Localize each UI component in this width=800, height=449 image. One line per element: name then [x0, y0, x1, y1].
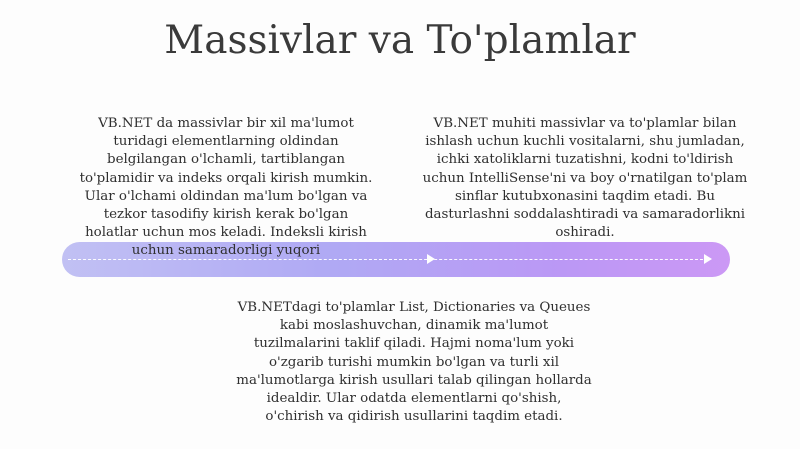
slide-title: Massivlar va To'plamlar — [164, 18, 636, 63]
arrays-description: VB.NET da massivlar bir xil ma'lumot turidagi elementlarning oldindan belgilangan o'lchamli, tartiblangan to'plamidir va indeks orqali kirish mumkin. Ular o'lchami oldindan ma'lum bo'lgan va tezkor tasodifiy kirish kerak bo'lgan holatlar uchun mos keladi. Indeksli kirish uchun samaradorligi yuqori — [79, 116, 373, 259]
collections-description: VB.NETdagi to'plamlar List, Dictionaries va Queues kabi moslashuvchan, dinamik ma'lumot tuzilmalarini taklif qiladi. Hajmi noma'lum yoki o'zgarib turishi mumkin bo'lgan va turli xil ma'lumotlarga kirish usullari talab qilingan hollarda idealdir. Ular odatda elementlarni qo'shish, o'chirish va qidirish usullarini taqdim etadi. — [236, 300, 592, 425]
environment-description: VB.NET muhiti massivlar va to'plamlar bilan ishlash uchun kuchli vositalarni, shu jumladan, ichki xatoliklarni tuzatishni, kodni to'ldirish uchun IntelliSense'ni va boy o'rnatilgan to'plam sinflar kutubxonasini taqdim etadi. Bu dasturlashni soddalashtiradi va samaradorlikni oshiradi. — [422, 116, 748, 241]
timeline-end-arrow-icon — [704, 254, 712, 264]
timeline-arrow-icon — [427, 254, 435, 264]
